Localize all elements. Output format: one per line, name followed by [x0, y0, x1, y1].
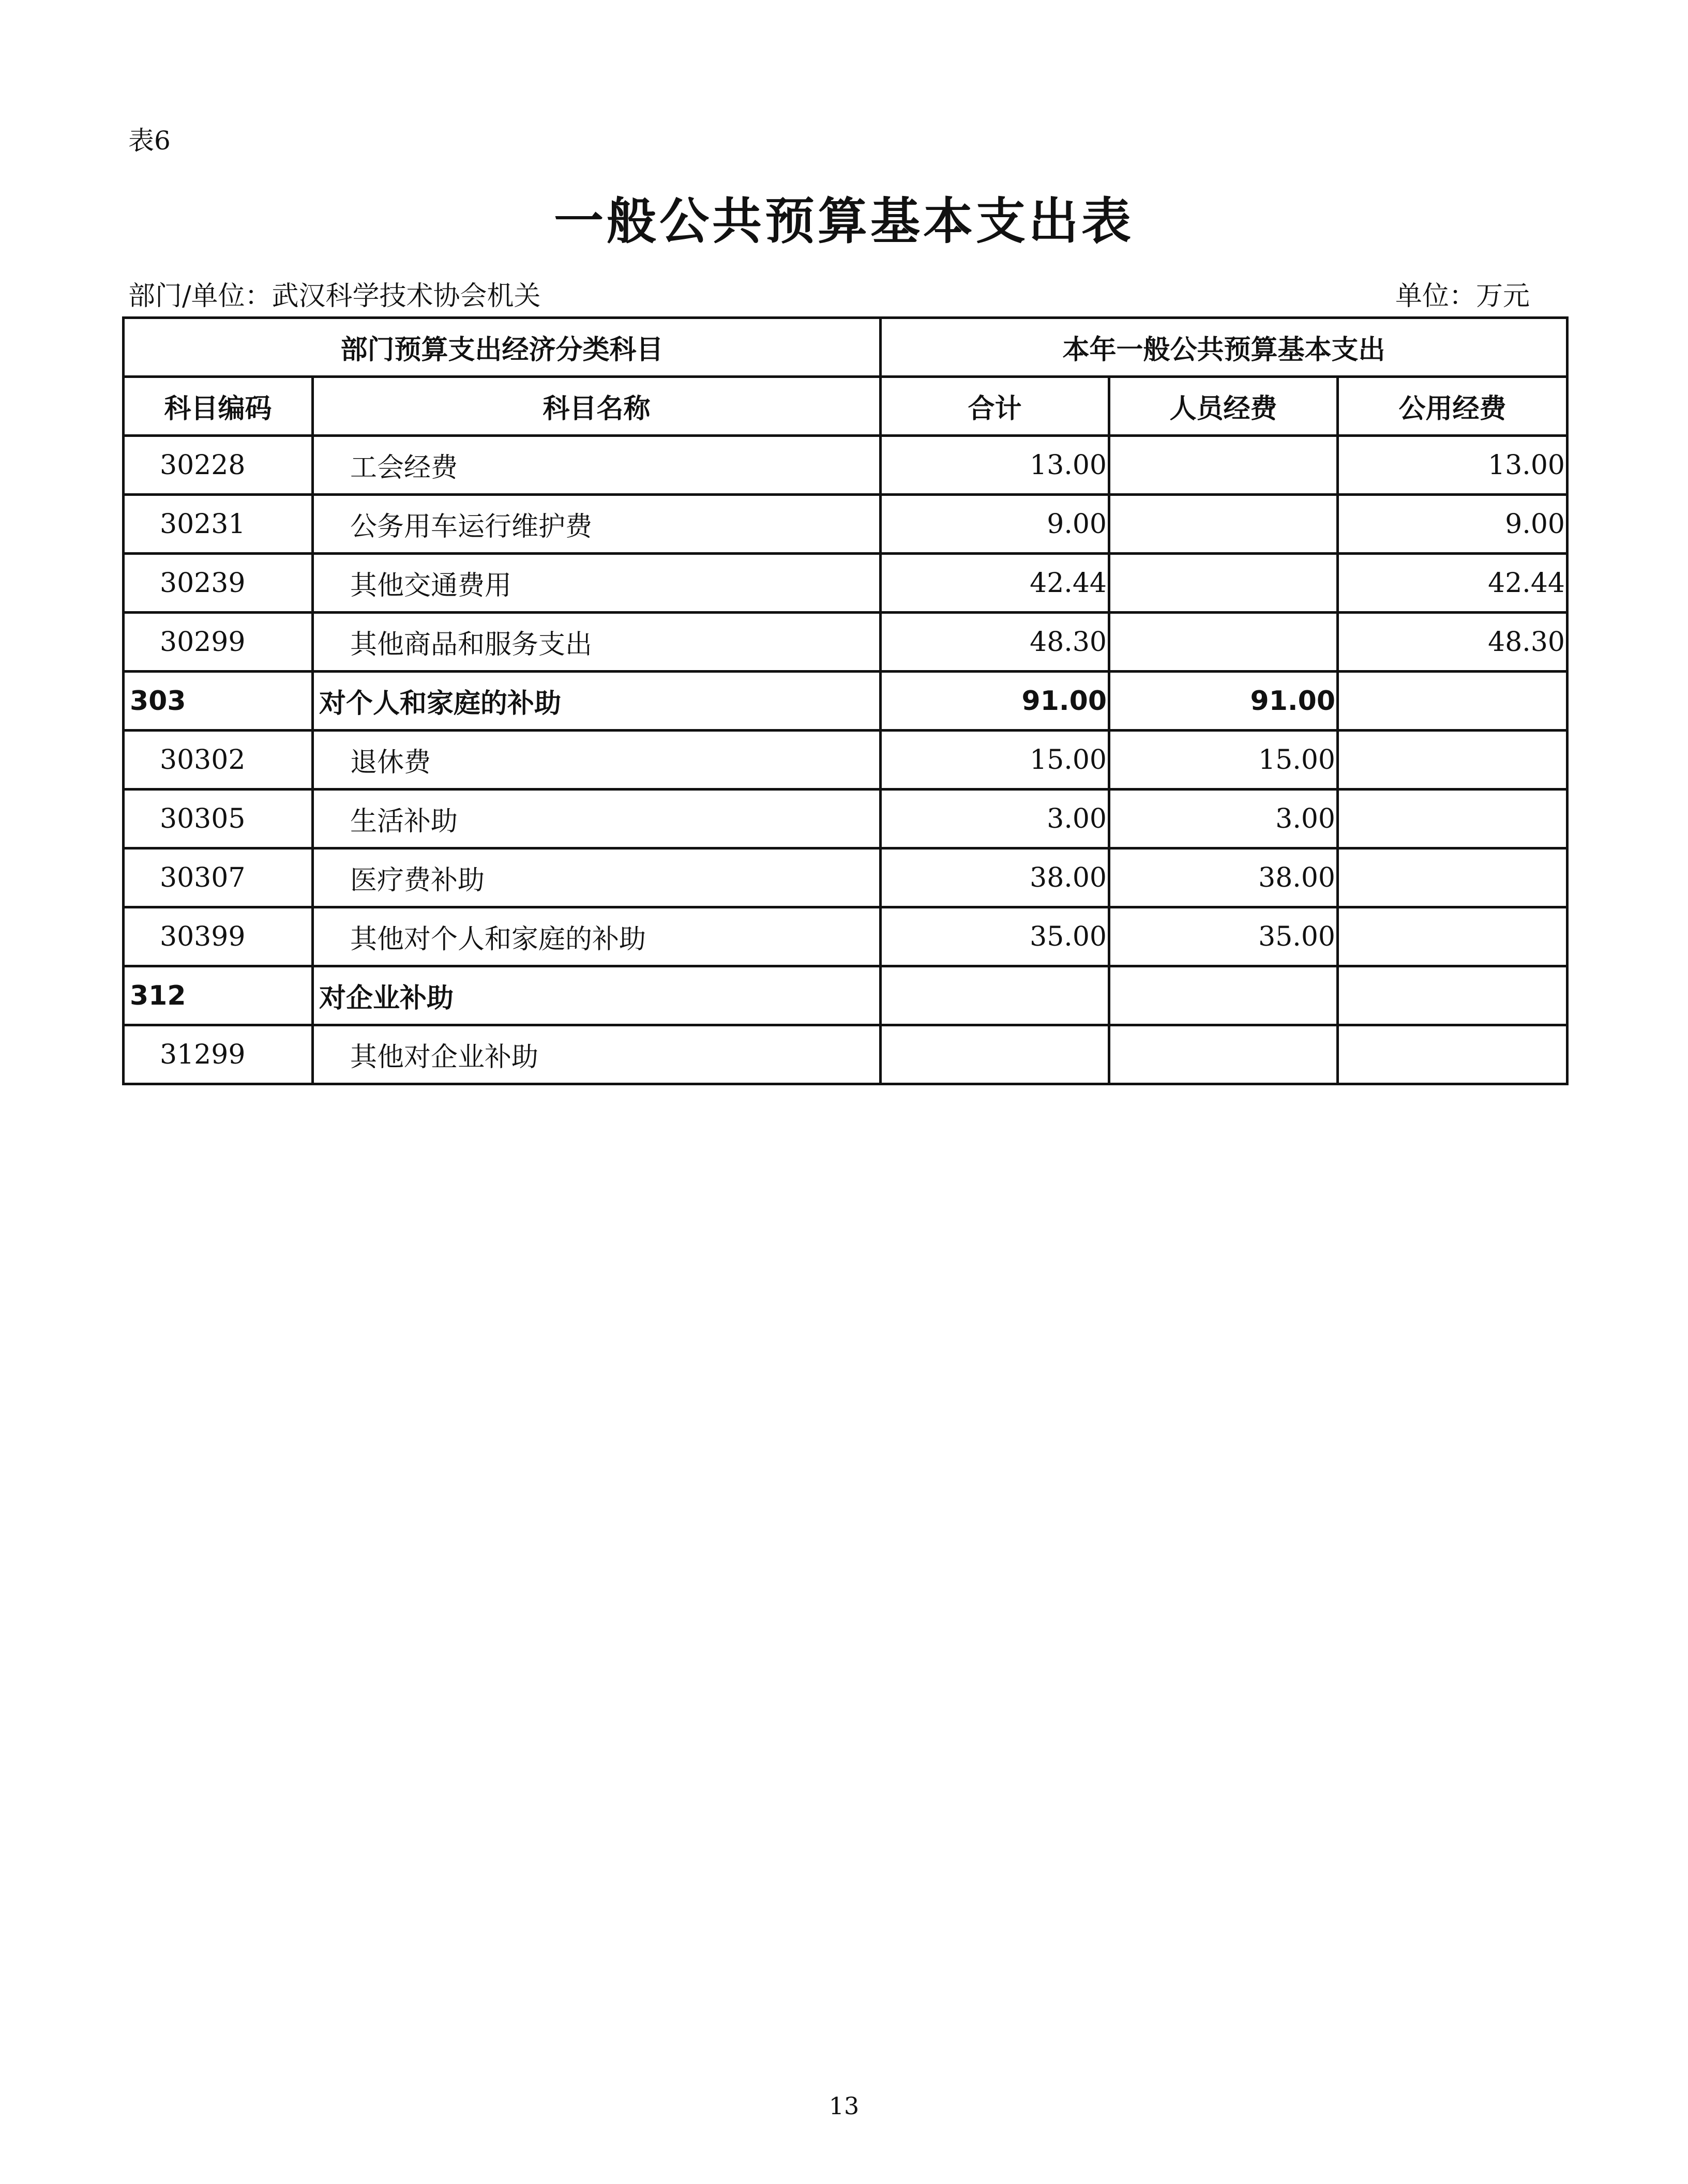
unit-label: 单位：万元 [1395, 281, 1530, 312]
cell-code: 30307 [124, 848, 313, 907]
cell-code: 30228 [124, 436, 313, 495]
cell-public [1338, 672, 1568, 731]
table-row [124, 848, 1568, 907]
cell-public: 48.30 [1338, 613, 1568, 672]
cell-personnel [1109, 554, 1338, 613]
cell-total: 48.30 [881, 613, 1109, 672]
cell-total: 38.00 [881, 848, 1109, 907]
table-row [124, 907, 1568, 966]
cell-total: 35.00 [881, 907, 1109, 966]
cell-personnel: 15.00 [1109, 731, 1338, 790]
cell-public [1338, 848, 1568, 907]
cell-public [1338, 907, 1568, 966]
cell-code: 30231 [124, 495, 313, 554]
cell-name: 其他对个人和家庭的补助 [313, 907, 881, 966]
header-group-row [124, 318, 1568, 377]
table-group-row [124, 966, 1568, 1025]
cell-name: 其他商品和服务支出 [313, 613, 881, 672]
table-row [124, 790, 1568, 848]
cell-total: 3.00 [881, 790, 1109, 848]
document-title: 一般公共预算基本支出表 [554, 192, 1134, 250]
cell-total [881, 1025, 1109, 1084]
cell-total: 15.00 [881, 731, 1109, 790]
table-row [124, 613, 1568, 672]
cell-total [881, 966, 1109, 1025]
cell-personnel: 38.00 [1109, 848, 1338, 907]
cell-code: 30299 [124, 613, 313, 672]
table-row [124, 436, 1568, 495]
cell-name: 其他对企业补助 [313, 1025, 881, 1084]
cell-public: 42.44 [1338, 554, 1568, 613]
header-total: 合计 [881, 377, 1109, 436]
cell-total: 42.44 [881, 554, 1109, 613]
cell-public [1338, 731, 1568, 790]
cell-code: 31299 [124, 1025, 313, 1084]
header-code: 科目编码 [124, 377, 313, 436]
cell-total: 13.00 [881, 436, 1109, 495]
cell-total: 91.00 [881, 672, 1109, 731]
cell-personnel [1109, 436, 1338, 495]
header-column-row [124, 377, 1568, 436]
header-public: 公用经费 [1338, 377, 1568, 436]
cell-personnel [1109, 613, 1338, 672]
cell-public: 9.00 [1338, 495, 1568, 554]
cell-personnel [1109, 966, 1338, 1025]
budget-table [122, 316, 1569, 1085]
cell-code: 30399 [124, 907, 313, 966]
cell-personnel [1109, 1025, 1338, 1084]
cell-public [1338, 966, 1568, 1025]
cell-name: 对企业补助 [313, 966, 881, 1025]
table-number: 表6 [128, 126, 171, 156]
cell-code: 30305 [124, 790, 313, 848]
cell-name: 对个人和家庭的补助 [313, 672, 881, 731]
cell-personnel: 3.00 [1109, 790, 1338, 848]
cell-personnel: 35.00 [1109, 907, 1338, 966]
table-group-row [124, 672, 1568, 731]
cell-name: 工会经费 [313, 436, 881, 495]
header-category-group: 部门预算支出经济分类科目 [124, 318, 881, 377]
table-row [124, 554, 1568, 613]
cell-code: 312 [124, 966, 313, 1025]
cell-code: 30239 [124, 554, 313, 613]
header-name: 科目名称 [313, 377, 881, 436]
cell-code: 303 [124, 672, 313, 731]
header-expenditure-group: 本年一般公共预算基本支出 [881, 318, 1568, 377]
cell-code: 30302 [124, 731, 313, 790]
department-label: 部门/单位：武汉科学技术协会机关 [128, 281, 541, 312]
cell-public: 13.00 [1338, 436, 1568, 495]
cell-name: 其他交通费用 [313, 554, 881, 613]
header-personnel: 人员经费 [1109, 377, 1338, 436]
cell-name: 公务用车运行维护费 [313, 495, 881, 554]
cell-total: 9.00 [881, 495, 1109, 554]
cell-name: 生活补助 [313, 790, 881, 848]
cell-name: 退休费 [313, 731, 881, 790]
cell-public [1338, 790, 1568, 848]
table-row [124, 1025, 1568, 1084]
table-row [124, 731, 1568, 790]
cell-public [1338, 1025, 1568, 1084]
cell-personnel: 91.00 [1109, 672, 1338, 731]
cell-personnel [1109, 495, 1338, 554]
page-number: 13 [828, 2092, 860, 2120]
table-row [124, 495, 1568, 554]
cell-name: 医疗费补助 [313, 848, 881, 907]
